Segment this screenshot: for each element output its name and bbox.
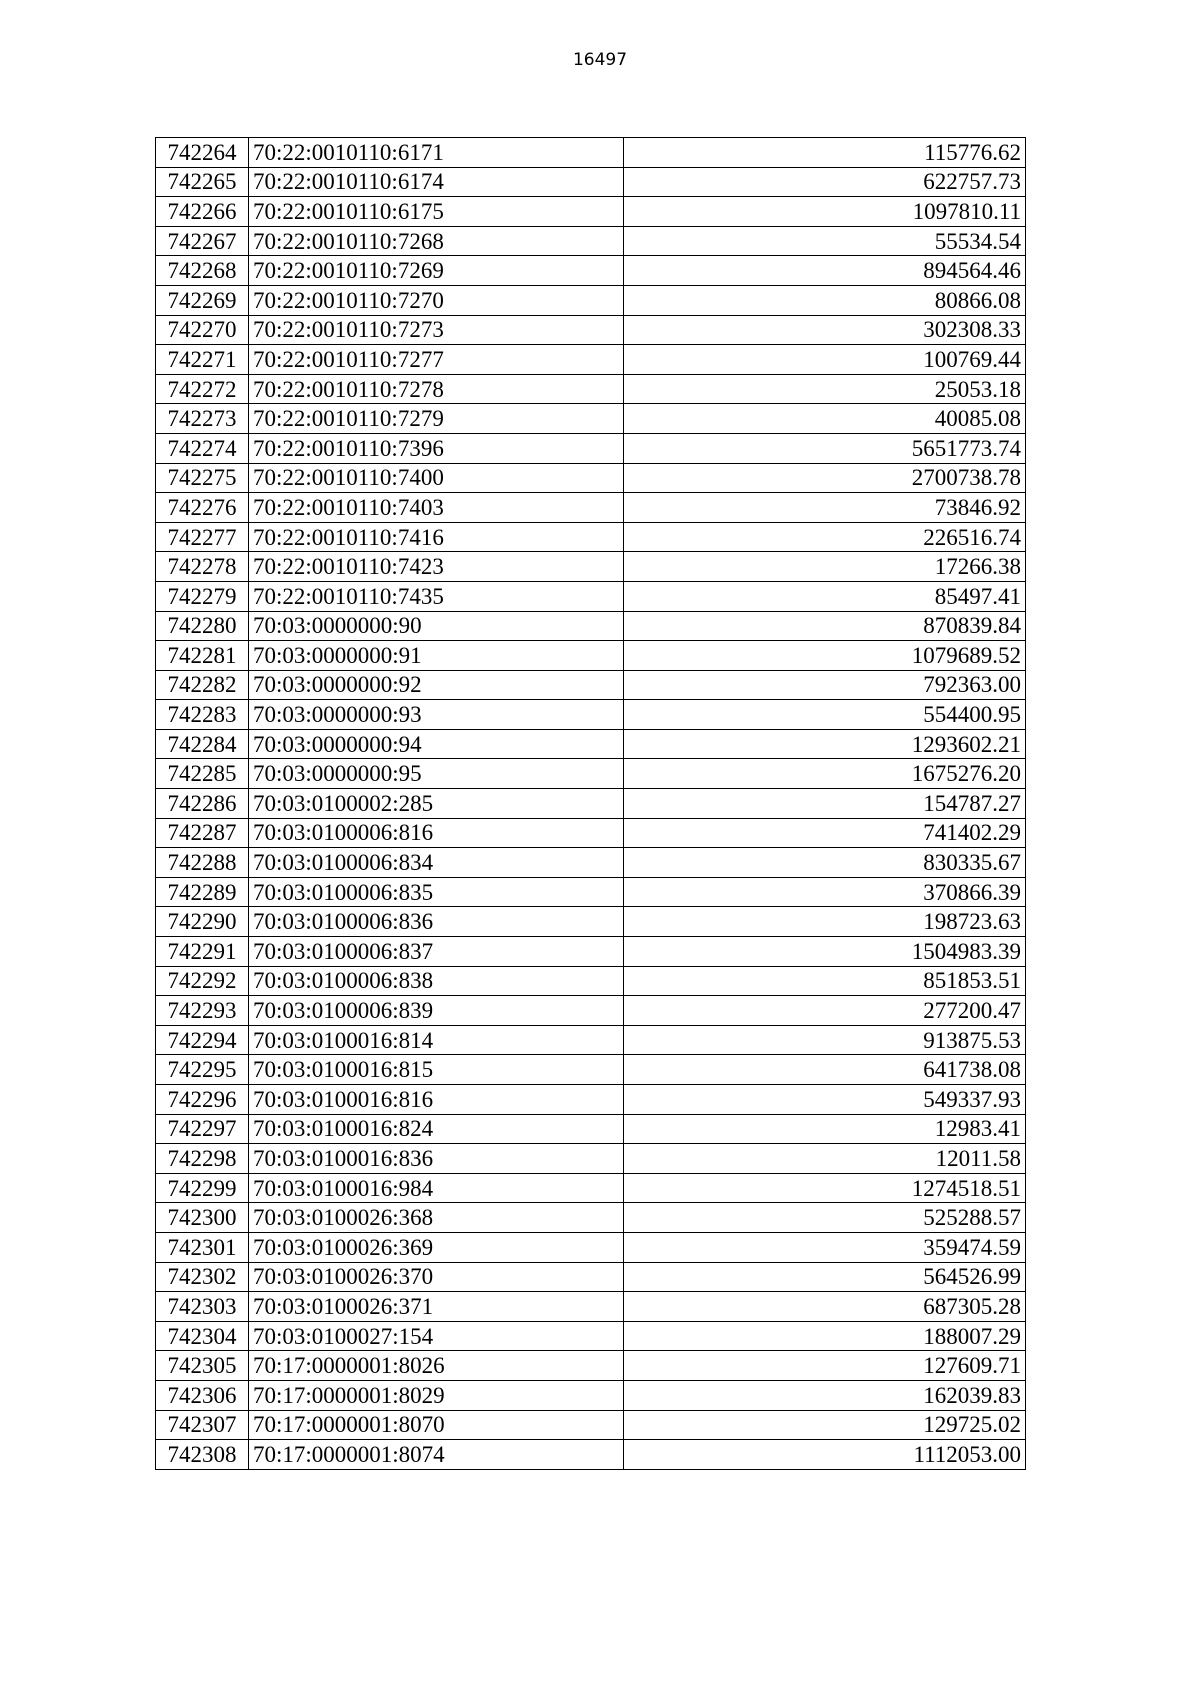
cadastral-number-cell: 70:22:0010110:7273 (249, 315, 624, 345)
row-number-cell: 742270 (156, 315, 249, 345)
row-number-cell: 742269 (156, 285, 249, 315)
cadastral-number-cell: 70:22:0010110:6175 (249, 197, 624, 227)
cadastral-value-cell: 549337.93 (624, 1085, 1026, 1115)
row-number-cell: 742287 (156, 818, 249, 848)
cadastral-value-cell: 870839.84 (624, 611, 1026, 641)
cadastral-number-cell: 70:22:0010110:7277 (249, 345, 624, 375)
cadastral-number-cell: 70:03:0100006:835 (249, 877, 624, 907)
table-row (156, 1144, 1026, 1174)
cadastral-value-cell: 17266.38 (624, 552, 1026, 582)
cadastral-number-cell: 70:22:0010110:7279 (249, 404, 624, 434)
row-number-cell: 742295 (156, 1055, 249, 1085)
cadastral-value-cell: 85497.41 (624, 581, 1026, 611)
cadastral-value-cell: 55534.54 (624, 226, 1026, 256)
cadastral-value-cell: 687305.28 (624, 1292, 1026, 1322)
table-row (156, 818, 1026, 848)
table-row (156, 1173, 1026, 1203)
row-number-cell: 742280 (156, 611, 249, 641)
table-row (156, 315, 1026, 345)
cadastral-number-cell: 70:03:0100016:824 (249, 1114, 624, 1144)
cadastral-value-cell: 1274518.51 (624, 1173, 1026, 1203)
table-row (156, 1440, 1026, 1470)
cadastral-value-cell: 73846.92 (624, 493, 1026, 523)
table-row (156, 197, 1026, 227)
row-number-cell: 742283 (156, 700, 249, 730)
row-number-cell: 742289 (156, 877, 249, 907)
cadastral-value-cell: 5651773.74 (624, 433, 1026, 463)
row-number-cell: 742271 (156, 345, 249, 375)
cadastral-value-cell: 2700738.78 (624, 463, 1026, 493)
cadastral-value-cell: 100769.44 (624, 345, 1026, 375)
row-number-cell: 742302 (156, 1262, 249, 1292)
table-row (156, 345, 1026, 375)
row-number-cell: 742292 (156, 966, 249, 996)
table-row (156, 1232, 1026, 1262)
cadastral-number-cell: 70:03:0100016:814 (249, 1025, 624, 1055)
row-number-cell: 742285 (156, 759, 249, 789)
table-row (156, 700, 1026, 730)
cadastral-number-cell: 70:03:0000000:93 (249, 700, 624, 730)
row-number-cell: 742268 (156, 256, 249, 286)
cadastral-value-cell: 12011.58 (624, 1144, 1026, 1174)
row-number-cell: 742276 (156, 493, 249, 523)
row-number-cell: 742277 (156, 522, 249, 552)
cadastral-number-cell: 70:03:0100002:285 (249, 789, 624, 819)
cadastral-value-cell: 622757.73 (624, 167, 1026, 197)
cadastral-value-cell: 792363.00 (624, 670, 1026, 700)
cadastral-number-cell: 70:03:0100027:154 (249, 1321, 624, 1351)
cadastral-number-cell: 70:22:0010110:6171 (249, 138, 624, 168)
table-row (156, 670, 1026, 700)
row-number-cell: 742298 (156, 1144, 249, 1174)
table-row (156, 759, 1026, 789)
cadastral-number-cell: 70:22:0010110:7400 (249, 463, 624, 493)
table-row (156, 996, 1026, 1026)
table-row (156, 1292, 1026, 1322)
table-row (156, 285, 1026, 315)
cadastral-value-cell: 525288.57 (624, 1203, 1026, 1233)
cadastral-number-cell: 70:03:0100006:834 (249, 848, 624, 878)
table-row (156, 167, 1026, 197)
row-number-cell: 742300 (156, 1203, 249, 1233)
cadastral-value-cell: 162039.83 (624, 1380, 1026, 1410)
table-row (156, 226, 1026, 256)
table-row (156, 404, 1026, 434)
table-row (156, 907, 1026, 937)
cadastral-value-cell: 913875.53 (624, 1025, 1026, 1055)
cadastral-value-cell: 188007.29 (624, 1321, 1026, 1351)
table-row (156, 1410, 1026, 1440)
table-row (156, 463, 1026, 493)
cadastral-value-table (155, 137, 1026, 1470)
cadastral-number-cell: 70:03:0100016:815 (249, 1055, 624, 1085)
cadastral-number-cell: 70:03:0100006:836 (249, 907, 624, 937)
row-number-cell: 742264 (156, 138, 249, 168)
cadastral-number-cell: 70:22:0010110:7435 (249, 581, 624, 611)
row-number-cell: 742267 (156, 226, 249, 256)
cadastral-value-cell: 277200.47 (624, 996, 1026, 1026)
table-row (156, 433, 1026, 463)
cadastral-number-cell: 70:03:0000000:92 (249, 670, 624, 700)
cadastral-number-cell: 70:03:0000000:94 (249, 729, 624, 759)
cadastral-number-cell: 70:22:0010110:7416 (249, 522, 624, 552)
table-row (156, 1085, 1026, 1115)
row-number-cell: 742291 (156, 937, 249, 967)
cadastral-value-cell: 1079689.52 (624, 641, 1026, 671)
row-number-cell: 742279 (156, 581, 249, 611)
cadastral-value-cell: 154787.27 (624, 789, 1026, 819)
table-row (156, 1055, 1026, 1085)
table-row (156, 729, 1026, 759)
row-number-cell: 742288 (156, 848, 249, 878)
row-number-cell: 742281 (156, 641, 249, 671)
table-row (156, 1380, 1026, 1410)
cadastral-number-cell: 70:03:0000000:95 (249, 759, 624, 789)
cadastral-number-cell: 70:17:0000001:8029 (249, 1380, 624, 1410)
cadastral-number-cell: 70:22:0010110:7269 (249, 256, 624, 286)
cadastral-value-cell: 25053.18 (624, 374, 1026, 404)
row-number-cell: 742290 (156, 907, 249, 937)
table-row (156, 138, 1026, 168)
row-number-cell: 742266 (156, 197, 249, 227)
cadastral-value-cell: 1112053.00 (624, 1440, 1026, 1470)
cadastral-value-cell: 554400.95 (624, 700, 1026, 730)
cadastral-number-cell: 70:03:0100006:838 (249, 966, 624, 996)
table-row (156, 877, 1026, 907)
cadastral-value-cell: 302308.33 (624, 315, 1026, 345)
cadastral-value-cell: 741402.29 (624, 818, 1026, 848)
row-number-cell: 742273 (156, 404, 249, 434)
cadastral-value-cell: 198723.63 (624, 907, 1026, 937)
cadastral-number-cell: 70:03:0100026:370 (249, 1262, 624, 1292)
table-row (156, 1203, 1026, 1233)
table-row (156, 1025, 1026, 1055)
row-number-cell: 742278 (156, 552, 249, 582)
table-row (156, 1114, 1026, 1144)
cadastral-number-cell: 70:22:0010110:6174 (249, 167, 624, 197)
table-row (156, 848, 1026, 878)
cadastral-value-cell: 370866.39 (624, 877, 1026, 907)
cadastral-number-cell: 70:22:0010110:7403 (249, 493, 624, 523)
row-number-cell: 742297 (156, 1114, 249, 1144)
cadastral-number-cell: 70:03:0000000:91 (249, 641, 624, 671)
cadastral-number-cell: 70:03:0100026:368 (249, 1203, 624, 1233)
row-number-cell: 742304 (156, 1321, 249, 1351)
row-number-cell: 742301 (156, 1232, 249, 1262)
table-row (156, 581, 1026, 611)
row-number-cell: 742275 (156, 463, 249, 493)
table-body (156, 138, 1026, 1470)
cadastral-value-cell: 129725.02 (624, 1410, 1026, 1440)
row-number-cell: 742307 (156, 1410, 249, 1440)
cadastral-value-cell: 1675276.20 (624, 759, 1026, 789)
cadastral-value-cell: 127609.71 (624, 1351, 1026, 1381)
cadastral-number-cell: 70:03:0100016:984 (249, 1173, 624, 1203)
row-number-cell: 742308 (156, 1440, 249, 1470)
cadastral-number-cell: 70:03:0100006:816 (249, 818, 624, 848)
cadastral-value-cell: 641738.08 (624, 1055, 1026, 1085)
cadastral-value-cell: 12983.41 (624, 1114, 1026, 1144)
cadastral-value-cell: 1504983.39 (624, 937, 1026, 967)
row-number-cell: 742306 (156, 1380, 249, 1410)
cadastral-number-cell: 70:03:0100026:369 (249, 1232, 624, 1262)
cadastral-value-cell: 40085.08 (624, 404, 1026, 434)
table-row (156, 493, 1026, 523)
cadastral-value-cell: 80866.08 (624, 285, 1026, 315)
cadastral-value-cell: 894564.46 (624, 256, 1026, 286)
table-row (156, 1351, 1026, 1381)
cadastral-value-cell: 1097810.11 (624, 197, 1026, 227)
cadastral-number-cell: 70:03:0100006:837 (249, 937, 624, 967)
table-row (156, 937, 1026, 967)
cadastral-number-cell: 70:03:0100016:816 (249, 1085, 624, 1115)
table-row (156, 611, 1026, 641)
cadastral-number-cell: 70:22:0010110:7268 (249, 226, 624, 256)
table-row (156, 1262, 1026, 1292)
cadastral-value-cell: 226516.74 (624, 522, 1026, 552)
table-row (156, 966, 1026, 996)
row-number-cell: 742274 (156, 433, 249, 463)
row-number-cell: 742286 (156, 789, 249, 819)
table-row (156, 552, 1026, 582)
row-number-cell: 742293 (156, 996, 249, 1026)
cadastral-number-cell: 70:03:0100016:836 (249, 1144, 624, 1174)
cadastral-value-cell: 830335.67 (624, 848, 1026, 878)
cadastral-number-cell: 70:22:0010110:7423 (249, 552, 624, 582)
table-row (156, 641, 1026, 671)
row-number-cell: 742272 (156, 374, 249, 404)
cadastral-number-cell: 70:22:0010110:7278 (249, 374, 624, 404)
row-number-cell: 742282 (156, 670, 249, 700)
table-row (156, 256, 1026, 286)
cadastral-value-cell: 564526.99 (624, 1262, 1026, 1292)
table-row (156, 522, 1026, 552)
cadastral-number-cell: 70:17:0000001:8070 (249, 1410, 624, 1440)
cadastral-number-cell: 70:03:0100026:371 (249, 1292, 624, 1322)
row-number-cell: 742299 (156, 1173, 249, 1203)
cadastral-value-cell: 1293602.21 (624, 729, 1026, 759)
row-number-cell: 742305 (156, 1351, 249, 1381)
cadastral-number-cell: 70:22:0010110:7270 (249, 285, 624, 315)
row-number-cell: 742284 (156, 729, 249, 759)
cadastral-number-cell: 70:03:0000000:90 (249, 611, 624, 641)
cadastral-number-cell: 70:17:0000001:8026 (249, 1351, 624, 1381)
cadastral-value-cell: 851853.51 (624, 966, 1026, 996)
cadastral-value-cell: 115776.62 (624, 138, 1026, 168)
table-row (156, 1321, 1026, 1351)
cadastral-number-cell: 70:17:0000001:8074 (249, 1440, 624, 1470)
row-number-cell: 742294 (156, 1025, 249, 1055)
row-number-cell: 742296 (156, 1085, 249, 1115)
table-row (156, 789, 1026, 819)
row-number-cell: 742303 (156, 1292, 249, 1322)
cadastral-number-cell: 70:22:0010110:7396 (249, 433, 624, 463)
cadastral-value-cell: 359474.59 (624, 1232, 1026, 1262)
cadastral-number-cell: 70:03:0100006:839 (249, 996, 624, 1026)
row-number-cell: 742265 (156, 167, 249, 197)
table-row (156, 374, 1026, 404)
page-number: 16497 (572, 50, 628, 70)
